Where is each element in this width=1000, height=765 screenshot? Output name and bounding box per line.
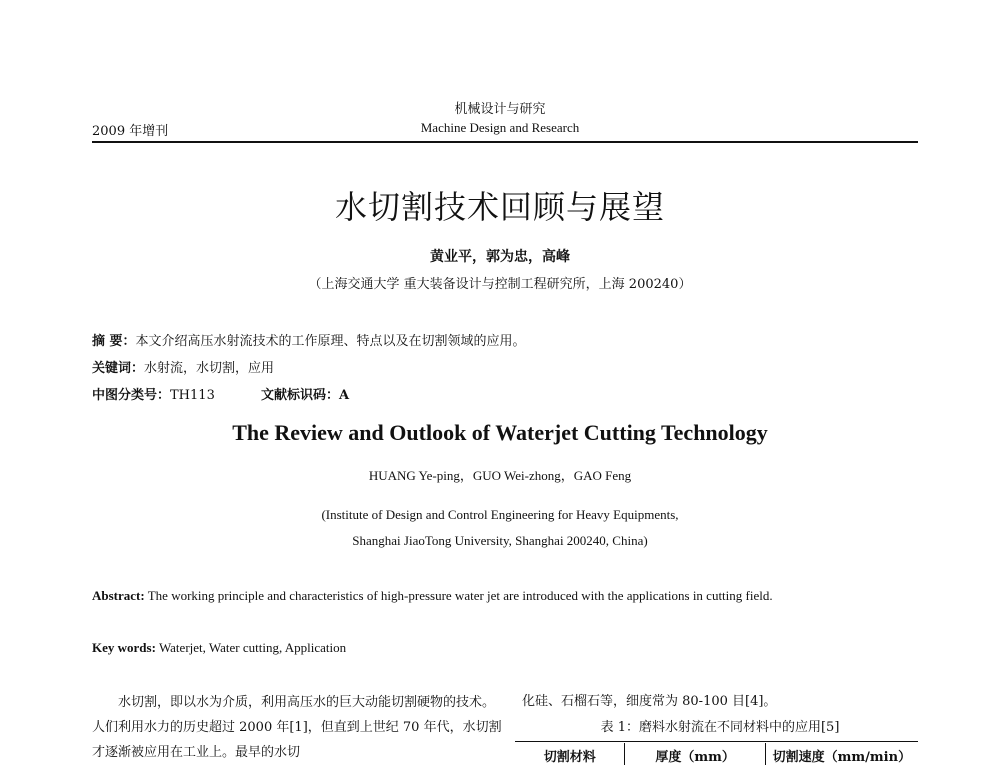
abstract-en-text: The working principle and characteristics of high-pressure water jet are introduced with the applications in cutting field. (147, 588, 773, 603)
classification-label: 中图分类号： (92, 388, 171, 403)
journal-name-en: Machine Design and Research (420, 120, 580, 135)
keywords-en-text: Waterjet, Water cutting, Application (158, 640, 347, 655)
keywords-en (92, 640, 346, 656)
keywords-cn (92, 357, 274, 376)
abstract-en (92, 584, 882, 608)
affiliation-cn: （上海交通大学 重大装备设计与控制工程研究所，上海 200240） (308, 277, 692, 292)
classification (92, 384, 349, 403)
body-paragraph-right: 化硅、石榴石等，细度常为 80-100 目[4]。 (522, 694, 777, 709)
doc-code-value: A (339, 388, 350, 403)
page-title-en: The Review and Outlook of Waterjet Cutting Technology (232, 420, 768, 445)
table-header-speed: 切割速度（mm/min） (772, 750, 912, 765)
issue-label: 2009 年增刊 (92, 124, 169, 139)
table-caption: 表 1：磨料水射流在不同材料中的应用[5] (600, 720, 840, 735)
body-paragraph-left: 水切割，即以水为介质，利用高压水的巨大动能切割硬物的技术。人们利用水力的历史超过 2000 年[1]，但直到上世纪 70 年代，水切割才逐渐被应用在工业上。最早的水切 (92, 695, 502, 760)
affiliation-en-line-1: (Institute of Design and Control Engineering for Heavy Equipments, (321, 507, 679, 522)
keywords-cn-label: 关键词： (92, 361, 145, 376)
keywords-en-label: Key words: (92, 640, 156, 655)
page-title-cn: 水切割技术回顾与展望 (334, 188, 665, 226)
keywords-cn-text: 水射流，水切割，应用 (144, 361, 275, 376)
authors-en: HUANG Ye-ping，GUO Wei-zhong，GAO Feng (368, 468, 632, 483)
table-header-thickness: 厚度（mm） (625, 743, 765, 765)
abstract-cn-text: 本文介绍高压水射流技术的工作原理、特点以及在切割领域的应用。 (135, 334, 526, 349)
abstract-en-label: Abstract: (92, 588, 145, 603)
table-top-rule (515, 741, 918, 742)
affiliation-en-line-2: Shanghai JiaoTong University, Shanghai 200240, China) (352, 533, 648, 548)
header-divider (92, 141, 918, 143)
abstract-cn-label: 摘 要： (92, 334, 136, 349)
doc-code-label: 文献标识码： (260, 388, 339, 403)
table-header-material: 切割材料 (515, 743, 625, 765)
abstract-cn (92, 330, 526, 349)
authors-cn: 黄业平，郭为忠，高峰 (430, 249, 570, 265)
classification-value: TH113 (170, 388, 215, 403)
table-header-row (515, 743, 918, 765)
journal-name-cn: 机械设计与研究 (454, 102, 546, 117)
